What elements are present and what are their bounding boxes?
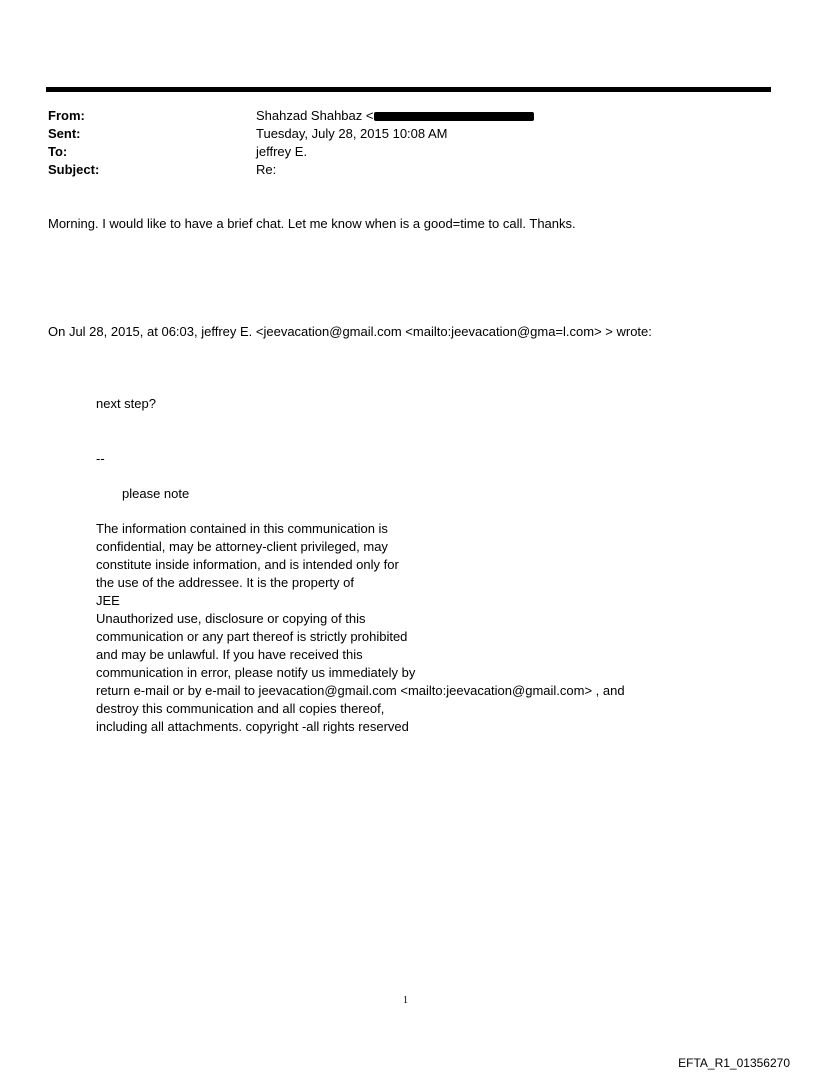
disclaimer-line: communication or any part thereof is strictly prohibited [96, 629, 408, 644]
from-name: Shahzad Shahbaz < [256, 108, 374, 123]
disclaimer-line: the use of the addressee. It is the property of [96, 575, 354, 590]
disclaimer-line: return e-mail or by e-mail to jeevacation@gmail.com <mailto:jeevacation@gmail.com> , and [96, 683, 625, 698]
disclaimer-line: including all attachments. copyright -all rights reserved [96, 719, 409, 734]
disclaimer-line: confidential, may be attorney-client privileged, may [96, 539, 388, 554]
redaction-bar [374, 112, 534, 121]
message-body: Morning. I would like to have a brief chat. Let me know when is a good=time to call. Thanks. [48, 216, 576, 231]
disclaimer [96, 520, 625, 736]
signature-separator: -- [96, 451, 105, 466]
sent-label: Sent: [48, 126, 81, 141]
disclaimer-line: JEE [96, 593, 120, 608]
subject-value: Re: [256, 162, 277, 177]
disclaimer-line: The information contained in this communication is [96, 521, 388, 536]
disclaimer-line: Unauthorized use, disclosure or copying of this [96, 611, 366, 626]
quote-intro: On Jul 28, 2015, at 06:03, jeffrey E. <jeevacation@gmail.com <mailto:jeevacation@gma=l.com> > wrote: [48, 324, 652, 339]
to-label: To: [48, 144, 68, 159]
from-label: From: [48, 108, 85, 123]
disclaimer-line: destroy this communication and all copies thereof, [96, 701, 385, 716]
bates-number: EFTA_R1_01356270 [678, 1056, 790, 1070]
from-value [256, 107, 534, 125]
disclaimer-line: communication in error, please notify us immediately by [96, 665, 416, 680]
sent-value: Tuesday, July 28, 2015 10:08 AM [256, 126, 448, 141]
disclaimer-line: and may be unlawful. If you have received this [96, 647, 363, 662]
subject-label: Subject: [48, 162, 100, 177]
header-rule [46, 87, 771, 92]
to-value: jeffrey E. [256, 144, 308, 159]
disclaimer-line: constitute inside information, and is intended only for [96, 557, 399, 572]
quoted-message: next step? [96, 396, 156, 411]
page-number: 1 [403, 995, 408, 1006]
please-note: please note [122, 486, 190, 501]
